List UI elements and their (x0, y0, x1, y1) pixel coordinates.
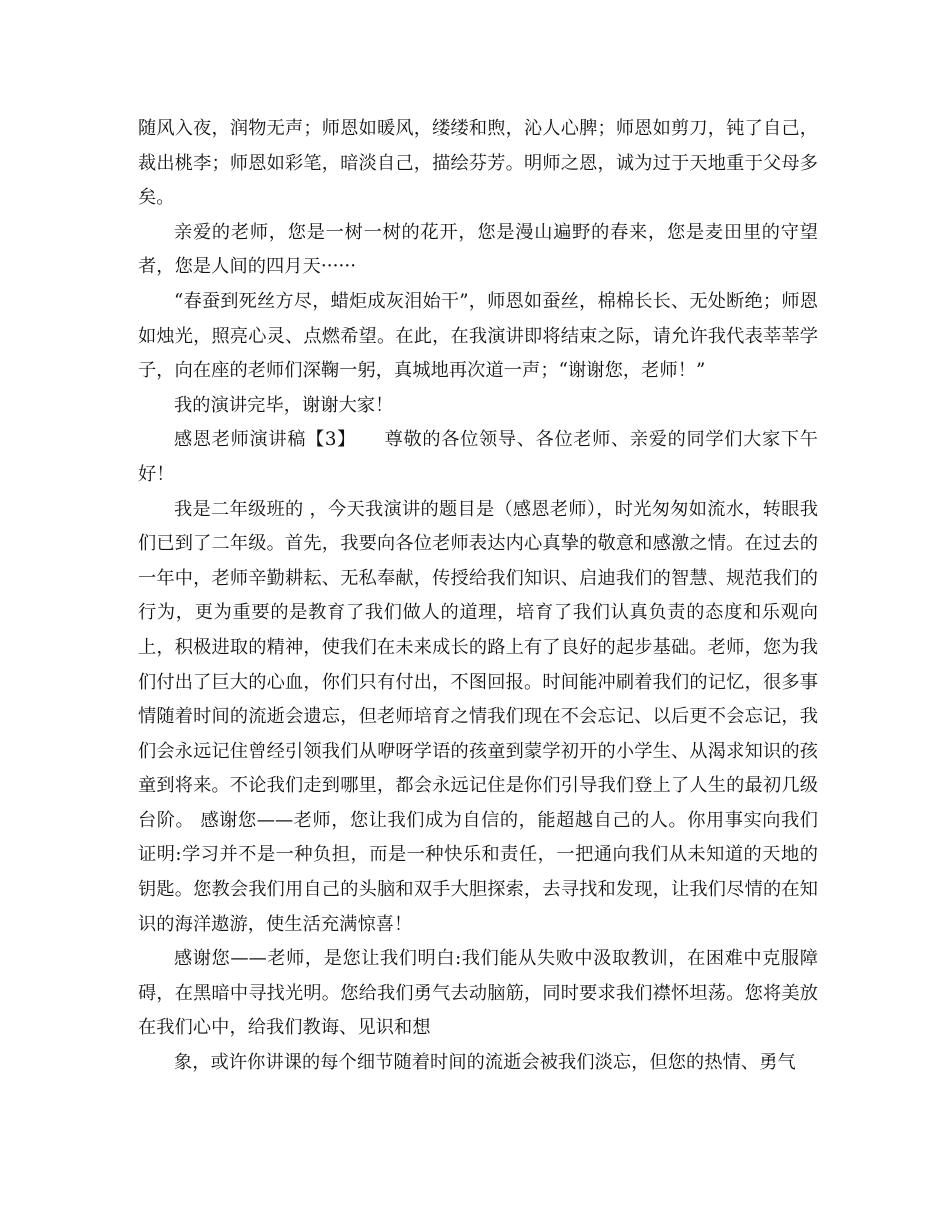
paragraph: 感谢您——老师，是您让我们明白:我们能从失败中汲取教训，在困难中克服障碍，在黑暗中寻找光明。您给我们勇气去动脑筋，同时要求我们襟怀坦荡。您将美放在我们心中，给我们教诲、见识和想 (138, 948, 818, 1039)
paragraph: 象，或许你讲课的每个细节随着时间的流逝会被我们淡忘，但您的热情、勇气 (174, 1052, 796, 1074)
paragraph: “春蚕到死丝方尽，蜡炬成灰泪始干”，师恩如蚕丝，棉棉长长、无处断绝；师恩如烛光，照亮心灵、点燃希望。在此，在我演讲即将结束之际，请允许我代表莘莘学子，向在座的老师们深鞠一躬，真城地再次道一声；“谢谢您，老师！” (138, 290, 818, 382)
paragraph: 我的演讲完毕，谢谢大家！ (174, 394, 394, 416)
paragraph: 我是二年级班的 ，今天我演讲的题目是（感恩老师），时光匆匆如流水，转眼我们已到了二年级。首先，我要向各位老师表达内心真挚的敬意和感激之情。在过去的一年中，老师辛勤耕耘、无私奉献，传授给我们知识、启迪我们的智慧、规范我们的行为，更为重要的是教育了我们做人的道理，培育了我们认真负责的态度和乐观向上，积极进取的精神，使我们在未来成长的路上有了良好的起步基础。老师，您为我们付出了巨大的心血，你们只有付出，不图回报。时间能冲刷着我们的记忆，很多事情随着时间的流逝会遗忘，但老师培育之情我们现在不会忘记、以后更不会忘记，我们会永远记住曾经引领我们从咿呀学语的孩童到蒙学初开的小学生、从渴求知识的孩童到将来。不论我们走到哪里，都会永远记住是你们引导我们登上了人生的最初几级台阶。 感谢您——老师，您让我们成为自信的，能超越自己的人。你用事实向我们证明:学习并不是一种负担，而是一种快乐和责任，一把通向我们从未知道的天地的钥匙。您教会我们用自己的头脑和双手大胆探索，去寻找和发现，让我们尽情的在知识的海洋遨游，使生活充满惊喜！ (138, 498, 818, 935)
section-heading-paragraph: 感恩老师演讲稿【3】 尊敬的各位领导、各位老师、亲爱的同学们大家下午好！ (138, 429, 818, 485)
paragraph: 亲爱的老师，您是一树一树的花开，您是漫山遍野的春来，您是麦田里的守望者，您是人间的四月天······ (138, 221, 818, 278)
document-body (138, 112, 818, 1081)
paragraph: 随风入夜，润物无声；师恩如暖风，缕缕和煦，沁人心脾；师恩如剪刀，钝了自己，裁出桃李；师恩如彩笔，暗淡自己，描绘芬芳。明师之恩，诚为过于天地重于父母多矣。 (138, 118, 818, 209)
